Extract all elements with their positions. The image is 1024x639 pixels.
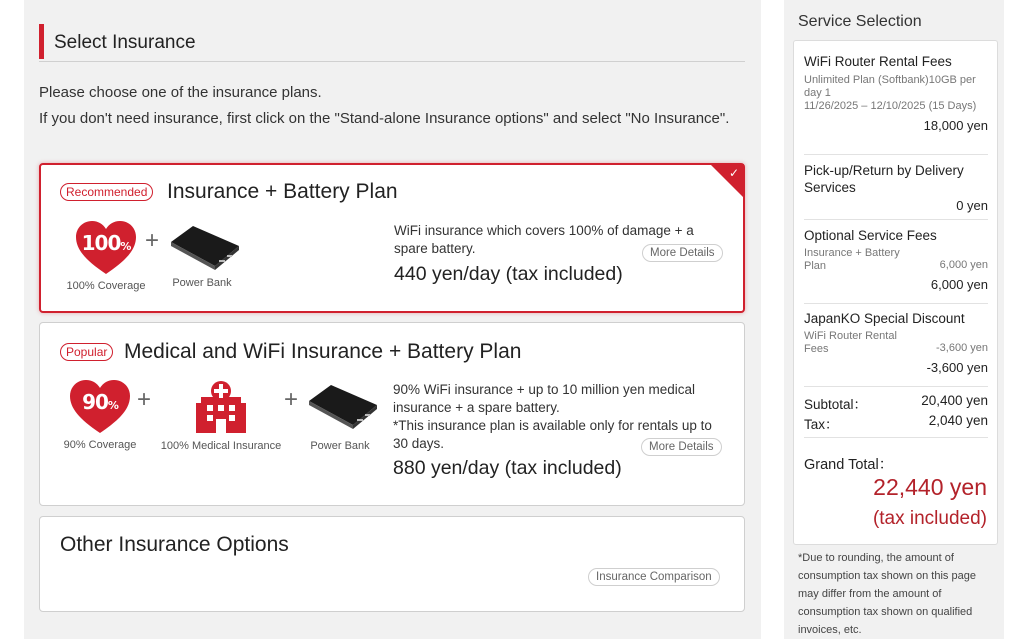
heart-icon	[69, 379, 131, 435]
section-header	[39, 24, 745, 62]
heart-label: 100%	[81, 231, 131, 255]
order-summary-card	[793, 40, 998, 545]
plan-description-line-1: 90% WiFi insurance + up to 10 million yen medical insurance + a spare battery.	[393, 382, 696, 415]
plan-description: WiFi insurance which covers 100% of damage + a spare battery.	[394, 223, 694, 256]
power-bank-icon-box	[301, 379, 379, 452]
icon-caption: 100% Medical Insurance	[160, 440, 282, 452]
optional-item-label: Insurance + Battery Plan	[804, 247, 900, 272]
tax-label: Tax：	[804, 417, 839, 432]
check-icon: ✓	[728, 166, 739, 180]
optional-item-amount: 6,000 yen	[939, 259, 988, 271]
router-fee-amount: 18,000 yen	[923, 118, 988, 133]
subtotal-label: Subtotal：	[804, 397, 868, 412]
more-details-button[interactable]: More Details	[641, 438, 722, 456]
plan-card-medical-wifi-battery[interactable]	[39, 322, 745, 506]
discount-amount: -3,600 yen	[926, 360, 988, 375]
grand-total-tax-note: (tax included)	[872, 508, 987, 529]
icon-caption: Power Bank	[310, 440, 370, 452]
medical-insurance-icon-box	[153, 379, 289, 452]
plan-description-line-2: *This insurance plan is available only for rentals up to 30 days.	[393, 418, 712, 451]
icon-caption: 100% Coverage	[66, 280, 146, 292]
heart-icon	[75, 220, 137, 276]
other-options-title: Other Insurance Options	[60, 533, 289, 556]
recommended-badge: Recommended	[60, 183, 153, 201]
coverage-90-icon-box	[60, 379, 140, 451]
grand-total-amount: 22,440 yen	[873, 474, 987, 500]
rounding-note: *Due to rounding, the amount of consumption tax shown on this page may differ from the amount of consumption tax shown on qualified invoices, etc.	[798, 552, 976, 636]
discount-item	[804, 330, 988, 358]
more-details-button[interactable]: More Details	[642, 244, 723, 262]
main-panel	[24, 0, 761, 639]
intro-line-1: Please choose one of the insurance plans.	[39, 84, 322, 101]
tax-row	[804, 413, 988, 433]
discount-item-amount: -3,600 yen	[936, 342, 988, 354]
section-title: Select Insurance	[54, 32, 196, 53]
optional-fees-amount: 6,000 yen	[930, 277, 988, 292]
discount-item-label: WiFi Router Rental Fees	[804, 330, 897, 355]
divider	[804, 437, 988, 438]
delivery-heading: Pick-up/Return by Delivery Services	[804, 163, 964, 195]
divider	[804, 386, 988, 387]
power-bank-icon	[301, 379, 379, 431]
grand-total-label: Grand Total：	[804, 457, 894, 473]
subtotal-row	[804, 393, 988, 413]
plus-icon: +	[137, 386, 152, 413]
optional-fees-heading: Optional Service Fees	[804, 228, 937, 243]
delivery-section	[804, 162, 988, 213]
discount-heading: JapanKO Special Discount	[804, 311, 965, 326]
heart-label: 90%	[82, 390, 118, 414]
router-fee-heading: WiFi Router Rental Fees	[804, 54, 952, 69]
optional-fee-item	[804, 247, 988, 275]
subtotal-amount: 20,400 yen	[921, 393, 988, 408]
plan-title: Medical and WiFi Insurance + Battery Plan	[124, 340, 522, 363]
discount-section	[804, 310, 988, 375]
section-accent-bar	[39, 24, 44, 59]
sidebar-title: Service Selection	[798, 13, 922, 30]
router-plan-name: Unlimited Plan (Softbank)10GB per day 1	[804, 74, 976, 99]
plan-card-insurance-battery[interactable]	[39, 163, 745, 313]
hospital-icon	[195, 379, 247, 435]
plan-title: Insurance + Battery Plan	[167, 180, 398, 203]
icon-caption: Power Bank	[172, 277, 232, 289]
optional-fees-section	[804, 227, 988, 292]
intro-line-2: If you don't need insurance, first click on the "Stand-alone Insurance options" and select "No Insurance".	[39, 110, 730, 127]
power-bank-icon-box	[163, 220, 241, 289]
insurance-comparison-button[interactable]: Insurance Comparison	[588, 568, 720, 586]
plan-price: 440 yen/day (tax included)	[394, 263, 623, 285]
plus-icon: +	[284, 386, 299, 413]
plus-icon: +	[145, 227, 160, 254]
delivery-amount: 0 yen	[956, 198, 988, 213]
tax-amount: 2,040 yen	[928, 413, 988, 428]
plan-price: 880 yen/day (tax included)	[393, 457, 622, 479]
divider	[804, 303, 988, 304]
router-fee-section	[804, 53, 988, 133]
coverage-100-icon-box	[61, 220, 151, 292]
power-bank-icon	[163, 220, 241, 272]
divider	[804, 154, 988, 155]
intro-text	[39, 80, 739, 132]
icon-caption: 90% Coverage	[63, 439, 137, 451]
popular-badge: Popular	[60, 343, 113, 361]
other-insurance-options-card[interactable]	[39, 516, 745, 612]
service-selection-sidebar	[784, 0, 1004, 639]
divider	[804, 219, 988, 220]
rental-dates: 11/26/2025 – 12/10/2025 (15 Days)	[804, 100, 977, 112]
